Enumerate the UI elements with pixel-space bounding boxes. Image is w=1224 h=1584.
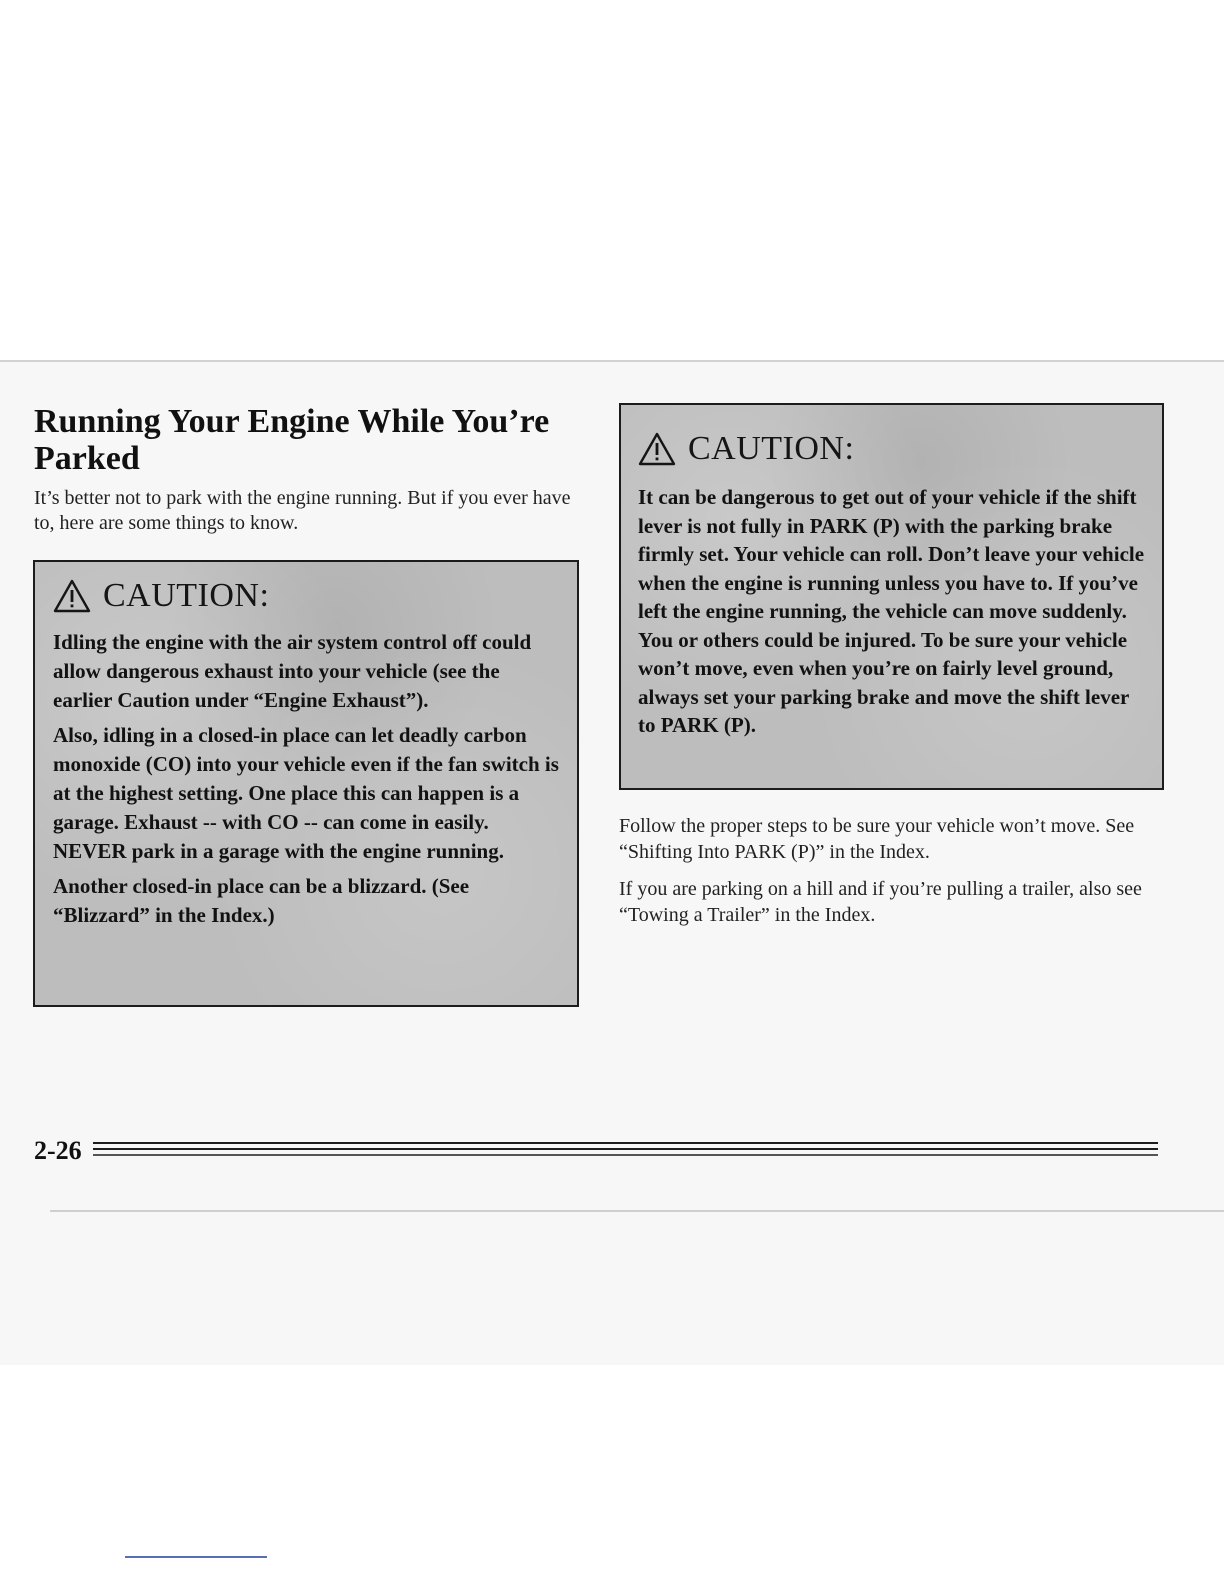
section-heading: Running Your Engine While You’re Parked	[34, 403, 550, 477]
page-number: 2-26	[34, 1136, 82, 1165]
caution-paragraph: Another closed-in place can be a blizzard. (See “Blizzard” in the Index.)	[53, 874, 470, 927]
caution-box-idling	[33, 560, 579, 1007]
warning-triangle-icon	[638, 432, 676, 466]
bottom-mark	[125, 1556, 267, 1558]
footer-rule	[93, 1142, 1158, 1162]
caution-header	[53, 576, 561, 616]
top-divider	[0, 360, 1224, 362]
caution-paragraph: Idling the engine with the air system control off could allow dangerous exhaust into your vehicle (see the earlier Caution under “Engine Exhaust”).	[53, 630, 532, 712]
caution-header	[638, 429, 1146, 469]
caution-title: CAUTION:	[103, 577, 270, 614]
footer-rule-line	[93, 1142, 1158, 1144]
body-paragraph: Follow the proper steps to be sure your vehicle won’t move. See “Shifting Into PARK (P)” in the Index.	[619, 815, 1135, 863]
warning-triangle-icon	[53, 579, 91, 613]
caution-paragraph: It can be dangerous to get out of your vehicle if the shift lever is not fully in PARK (P) with the parking brake firmly set. Your vehicle can roll. Don’t leave your vehicle when the engine is running unless you have to. If you’ve left the engine running, the vehicle can move suddenly. You or others could be injured. To be sure your vehicle won’t move, even when you’re on fairly level ground, always set your parking brake and move the shift lever to PARK (P).	[638, 485, 1145, 737]
intro-paragraph: It’s better not to park with the engine running. But if you ever have to, here are some things to know.	[34, 487, 571, 534]
caution-title: CAUTION:	[688, 430, 855, 467]
bottom-divider	[50, 1210, 1224, 1212]
footer-rule-line	[93, 1148, 1158, 1150]
footer-rule-line	[93, 1154, 1158, 1156]
body-paragraph: If you are parking on a hill and if you’re pulling a trailer, also see “Towing a Trailer” in the Index.	[619, 878, 1142, 926]
caution-paragraph: Also, idling in a closed-in place can let deadly carbon monoxide (CO) into your vehicle even if the fan switch is at the highest setting. One place this can happen is a garage. Exhaust -- with CO -- can come in easily. NEVER park in a garage with the engine running.	[53, 723, 559, 863]
caution-box-shift-lever	[619, 403, 1164, 790]
